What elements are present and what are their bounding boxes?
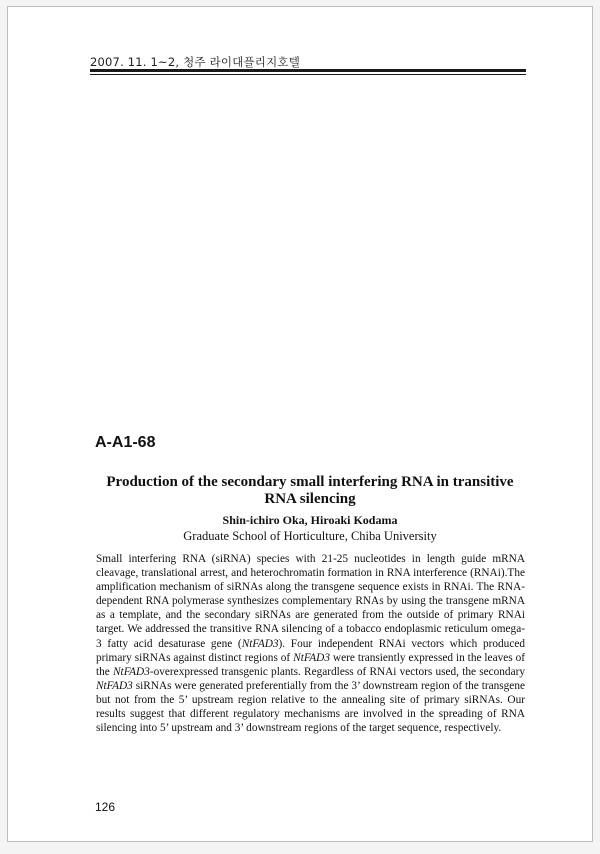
gene-name: NtFAD3: [96, 679, 133, 692]
abstract-text-4: -overexpressed transgenic plants. Regardless of RNAi vectors used, the secondary: [149, 665, 525, 678]
abstract-text-1: Small interfering RNA (siRNA) species with 21-25 nucleotides in length guide mRNA cleavage, translational arrest, and heterochromatin formation in RNA interference (RNAi).The amplification mechanism of siRNAs along the transgene sequence exists in RNAi. The RNA-dependent RNA polymerase synthesizes complementary RNAs by using the transgene mRNA as a template, and the secondary siRNAs are generated from the outside of primary RNAi target. We addressed the transitive RNA silencing of a tobacco endoplasmic reticulum omega-3 fatty acid desaturase gene (: [96, 553, 525, 650]
abstract-body: [96, 552, 525, 735]
gene-name: NtFAD3: [113, 665, 150, 678]
header-rule-thick: [90, 69, 526, 72]
paper-authors: Shin-ichiro Oka, Hiroaki Kodama: [222, 513, 398, 527]
paper-page: [7, 6, 593, 842]
abstract-code: A-A1-68: [95, 434, 156, 451]
paper-title: Production of the secondary small interfering RNA in transitive RNA silencing: [106, 474, 514, 507]
gene-name: NtFAD3: [293, 651, 330, 664]
abstract-text-3: were transiently expressed in the leaves of the: [96, 651, 526, 678]
gene-name: NtFAD3: [241, 637, 279, 650]
abstract-text-5: siRNAs were generated preferentially from the 3’ downstream region of the transgene but not from the 5’ upstream region relative to the annealing site of primary siRNAs. Our results suggest that different regulatory mechanisms are involved in the spreading of RNA silencing into 5’ upstream and 3’ downstream regions of the target sequence, respectively.: [96, 679, 525, 735]
page-number: 126: [95, 800, 116, 814]
conference-header: 2007. 11. 1~2, 청주 라이대플리지호텔: [90, 55, 301, 69]
header-rule-thin: [90, 74, 526, 75]
abstract-text-2: ). Four independent RNAi vectors which produced primary siRNAs against distinct regions of: [96, 637, 525, 664]
paper-affiliation: Graduate School of Horticulture, Chiba University: [183, 529, 437, 543]
